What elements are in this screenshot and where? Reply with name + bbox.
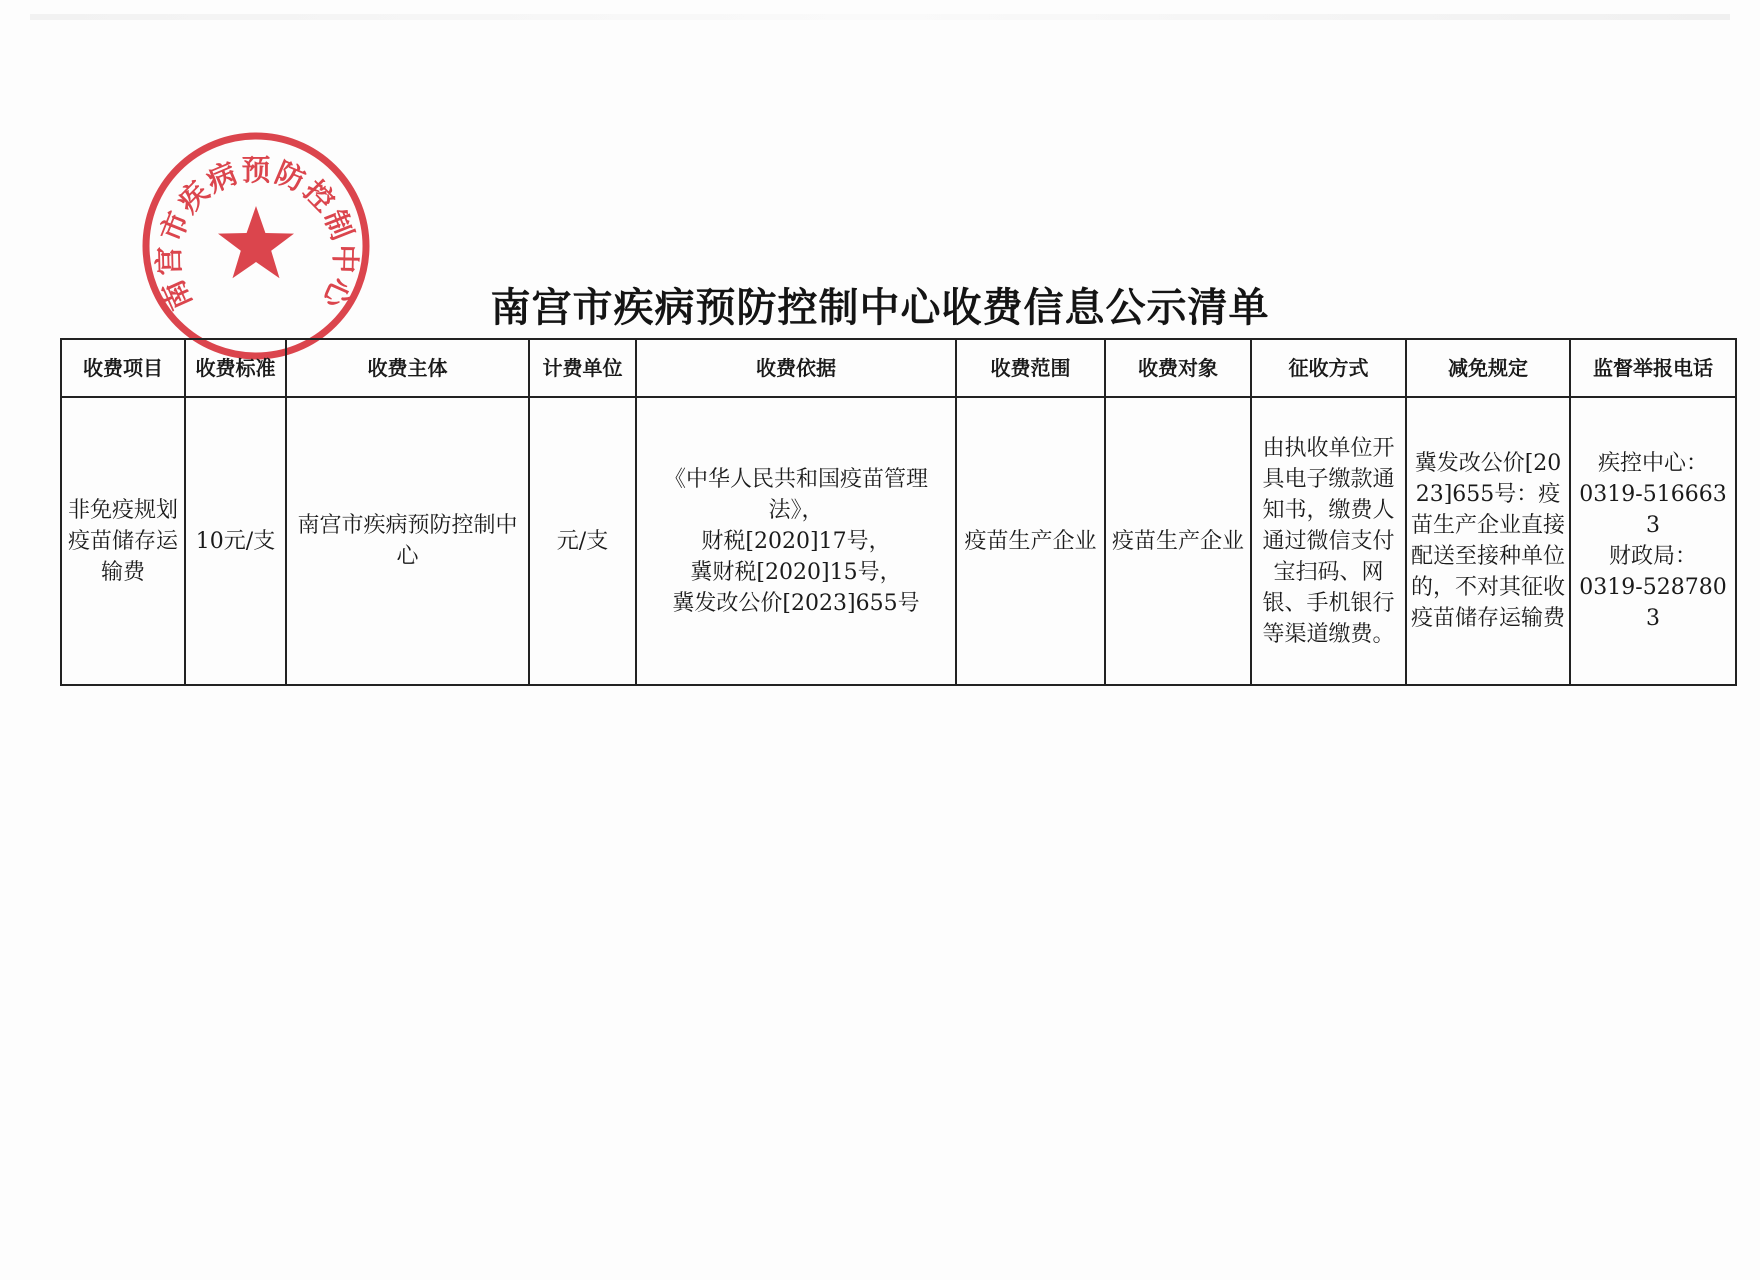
cell-fee-basis xyxy=(636,397,956,685)
page-title: 南宫市疾病预防控制中心收费信息公示清单 xyxy=(490,285,1270,331)
cell-fee-item: 非免疫规划疫苗储存运输费 xyxy=(61,397,185,685)
cell-report-hotline xyxy=(1570,397,1736,685)
basis-line: 冀财税[2020]15号， xyxy=(690,559,902,585)
basis-line: 冀发改公价[2023]655号 xyxy=(672,590,920,616)
header-fee-target: 收费对象 xyxy=(1105,339,1251,397)
seal-star-icon xyxy=(218,206,294,278)
hotline-number-finance: 0319-5287803 xyxy=(1579,575,1727,631)
header-collection-method: 征收方式 xyxy=(1251,339,1406,397)
basis-line: 财税[2020]17号， xyxy=(701,528,891,554)
header-fee-basis: 收费依据 xyxy=(636,339,956,397)
svg-text:南宫市疾病预防控制中心: 南宫市疾病预防控制中心 xyxy=(151,153,363,316)
cell-billing-unit: 元/支 xyxy=(529,397,636,685)
hotline-number-cdc: 0319-5166633 xyxy=(1579,482,1727,538)
header-exemption-rule: 减免规定 xyxy=(1406,339,1570,397)
basis-line: 《中华人民共和国疫苗管理法》， xyxy=(663,466,928,523)
cell-fee-standard: 10元/支 xyxy=(185,397,286,685)
table-row xyxy=(61,397,1736,685)
cell-exemption-rule: 冀发改公价[2023]655号：疫苗生产企业直接配送至接种单位的，不对其征收疫苗储存运输费 xyxy=(1406,397,1570,685)
header-report-hotline: 监督举报电话 xyxy=(1570,339,1736,397)
header-fee-standard: 收费标准 xyxy=(185,339,286,397)
header-billing-unit: 计费单位 xyxy=(529,339,636,397)
fee-table xyxy=(60,338,1737,686)
cell-collection-method: 由执收单位开具电子缴款通知书，缴费人通过微信支付宝扫码、网银、手机银行等渠道缴费。 xyxy=(1251,397,1406,685)
cell-fee-subject: 南宫市疾病预防控制中心 xyxy=(286,397,529,685)
header-fee-scope: 收费范围 xyxy=(956,339,1105,397)
header-fee-item: 收费项目 xyxy=(61,339,185,397)
header-fee-subject: 收费主体 xyxy=(286,339,529,397)
hotline-label-cdc: 疾控中心： xyxy=(1597,451,1708,476)
table-header-row xyxy=(61,339,1736,397)
cell-fee-scope: 疫苗生产企业 xyxy=(956,397,1105,685)
hotline-label-finance: 财政局： xyxy=(1608,544,1697,569)
cell-fee-target: 疫苗生产企业 xyxy=(1105,397,1251,685)
scan-edge xyxy=(30,14,1730,20)
